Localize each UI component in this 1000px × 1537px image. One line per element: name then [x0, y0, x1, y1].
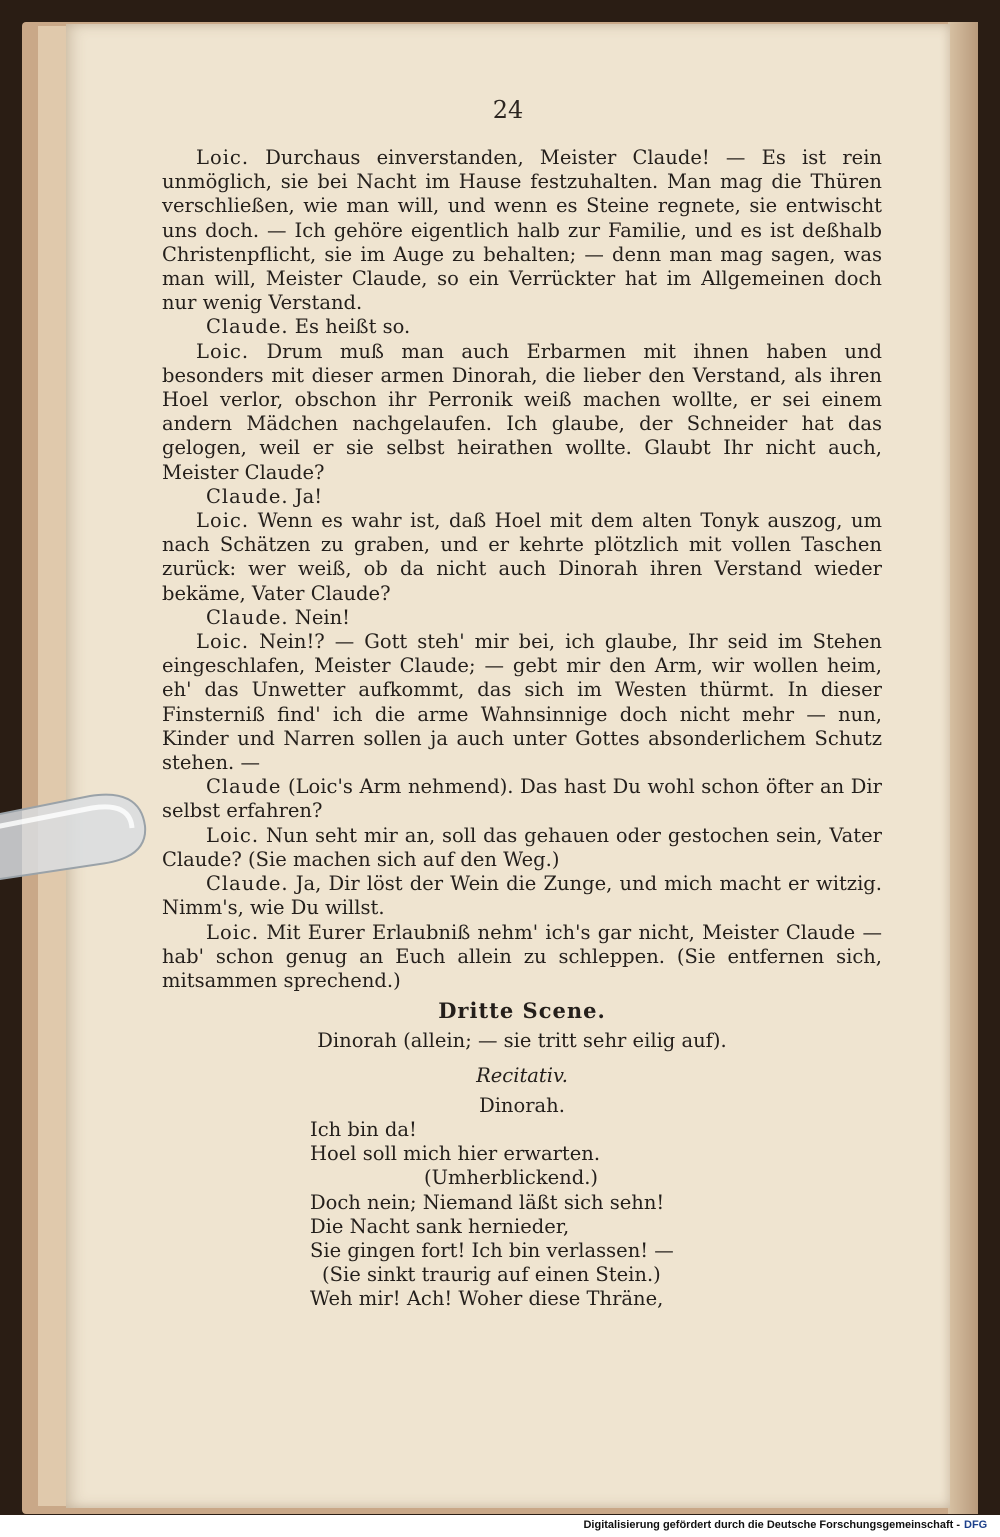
dialogue-paragraph — [162, 775, 882, 823]
dialogue-paragraph — [162, 824, 882, 872]
dialogue-text: Nein!? — Gott steh' mir bei, ich glaube, Ihr seid im Stehen eingeschlafen, Meister Claude; — gebt mir den Arm, wir wollen heim, eh' das Unwetter aufkommt, das sich im Westen thürmt. In dieser Finsterniß find' ich die arme Wahnsinnige doch nicht mehr — nun, Kinder und Narren sollen ja auch unter Gottes absonderlichem Schutz stehen. — — [162, 630, 882, 775]
dialogue-text: Durchaus einverstanden, Meister Claude! — Es ist rein unmöglich, sie bei Nacht im Hause festzuhalten. Man mag die Thüren verschließen, wie man will, und wenn es Steine regnete, sie entwischt uns doch. — Ich gehöre eigentlich halb zur Familie, und es ist deßhalb Christenpflicht, sie im Auge zu behalten; — denn man mag sagen, was man will, Meister Claude, so ein Verrückter hat im Allgemeinen doch nur wenig Verstand. — [162, 146, 882, 315]
speaker-name: Claude. — [206, 484, 289, 508]
dialogue-text: Wenn es wahr ist, daß Hoel mit dem alten Tonyk auszog, um nach Schätzen zu graben, und er kehrte plötzlich mit vollen Taschen zurück: wer weiß, ob da nicht auch Dinorah ihren Verstand wieder bekäme, Vater Claude? — [162, 509, 882, 605]
speaker-name: Claude. — [206, 605, 289, 629]
dialogue-text: Es heißt so. — [294, 315, 411, 339]
dialogue-text: Ja, Dir löst der Wein die Zunge, und mich macht er witzig. Nimm's, wie Du willst. — [162, 872, 882, 920]
book-binding-strip — [948, 22, 978, 1514]
speaker-name: Loic. — [206, 823, 260, 847]
dialogue-text: Ja! — [294, 484, 323, 508]
scene-direction: Dinorah (allein; — sie tritt sehr eilig auf). — [317, 1029, 727, 1053]
verse-line: Doch nein; Niemand läßt sich sehn! — [310, 1190, 665, 1214]
dialogue-paragraph — [162, 509, 882, 606]
dialogue-paragraph — [162, 146, 882, 315]
verse-line: Weh mir! Ach! Woher diese Thräne, — [310, 1287, 664, 1311]
stage-direction: (Sie sinkt traurig auf einen Stein.) — [322, 1263, 661, 1287]
dialogue-paragraph — [162, 315, 882, 339]
page-weight-clip — [0, 788, 150, 884]
footer-credit: Digitalisierung gefördert durch die Deutsche Forschungsgemeinschaft - — [583, 1519, 960, 1531]
speaker-name: Loic. — [196, 339, 250, 363]
singer-name: Dinorah. — [479, 1093, 565, 1117]
stage-direction: (Umherblickend.) — [424, 1166, 599, 1190]
dialogue-paragraph — [162, 606, 882, 630]
recitativ-heading: Recitativ. — [476, 1063, 568, 1087]
dialogue-paragraph — [162, 921, 882, 994]
speaker-name: Loic. — [196, 630, 250, 654]
speaker-name: Claude. — [206, 315, 289, 339]
dialogue-paragraph — [162, 340, 882, 485]
dialogue-text: Nein! — [294, 605, 350, 629]
speaker-name: Loic. — [196, 146, 250, 169]
dialogue-text: Drum muß man auch Erbarmen mit ihnen haben und besonders mit dieser armen Dinorah, die lieber den Verstand, als ihren Hoel verlor, obschon ihr Perronik weiß machen wollte, er sei einem andern Mädchen nachgelaufen. Ich glaube, der Schneider hat das gelogen, weil er sie selbst heirathen wollte. Glaubt Ihr nicht auch, Meister Claude? — [162, 339, 883, 484]
verse-line: Die Nacht sank hernieder, — [310, 1214, 570, 1238]
dialogue-text: Nun seht mir an, soll das gehauen oder gestochen sein, Vater Claude? (Sie machen sich auf den Weg.) — [162, 823, 882, 871]
speaker-name: Loic. — [206, 920, 260, 944]
dialogue-text: Mit Eurer Erlaubniß nehm' ich's gar nicht, Meister Claude — hab' schon genug an Euch allein zu schleppen. (Sie entfernen sich, mitsammen sprechend.) — [162, 920, 883, 992]
dialogue-paragraph — [162, 872, 882, 920]
speaker-name: Loic. — [196, 509, 250, 533]
speaker-name: Claude — [206, 775, 282, 799]
page-number: 24 — [492, 96, 524, 124]
page-text — [162, 146, 882, 1312]
dialogue-paragraph — [162, 485, 882, 509]
verse-line: Hoel soll mich hier erwarten. — [310, 1142, 601, 1166]
verse-line: Ich bin da! — [310, 1117, 417, 1141]
speaker-name: Claude. — [206, 872, 289, 896]
dialogue-paragraph — [162, 630, 882, 775]
dfg-logo: DFG — [964, 1519, 988, 1531]
scene-title: Dritte Scene. — [438, 998, 606, 1024]
verse-line: Sie gingen fort! Ich bin verlassen! — — [310, 1238, 674, 1262]
dialogue-text: (Loic's Arm nehmend). Das hast Du wohl schon öfter an Dir selbst erfahren? — [162, 775, 882, 823]
